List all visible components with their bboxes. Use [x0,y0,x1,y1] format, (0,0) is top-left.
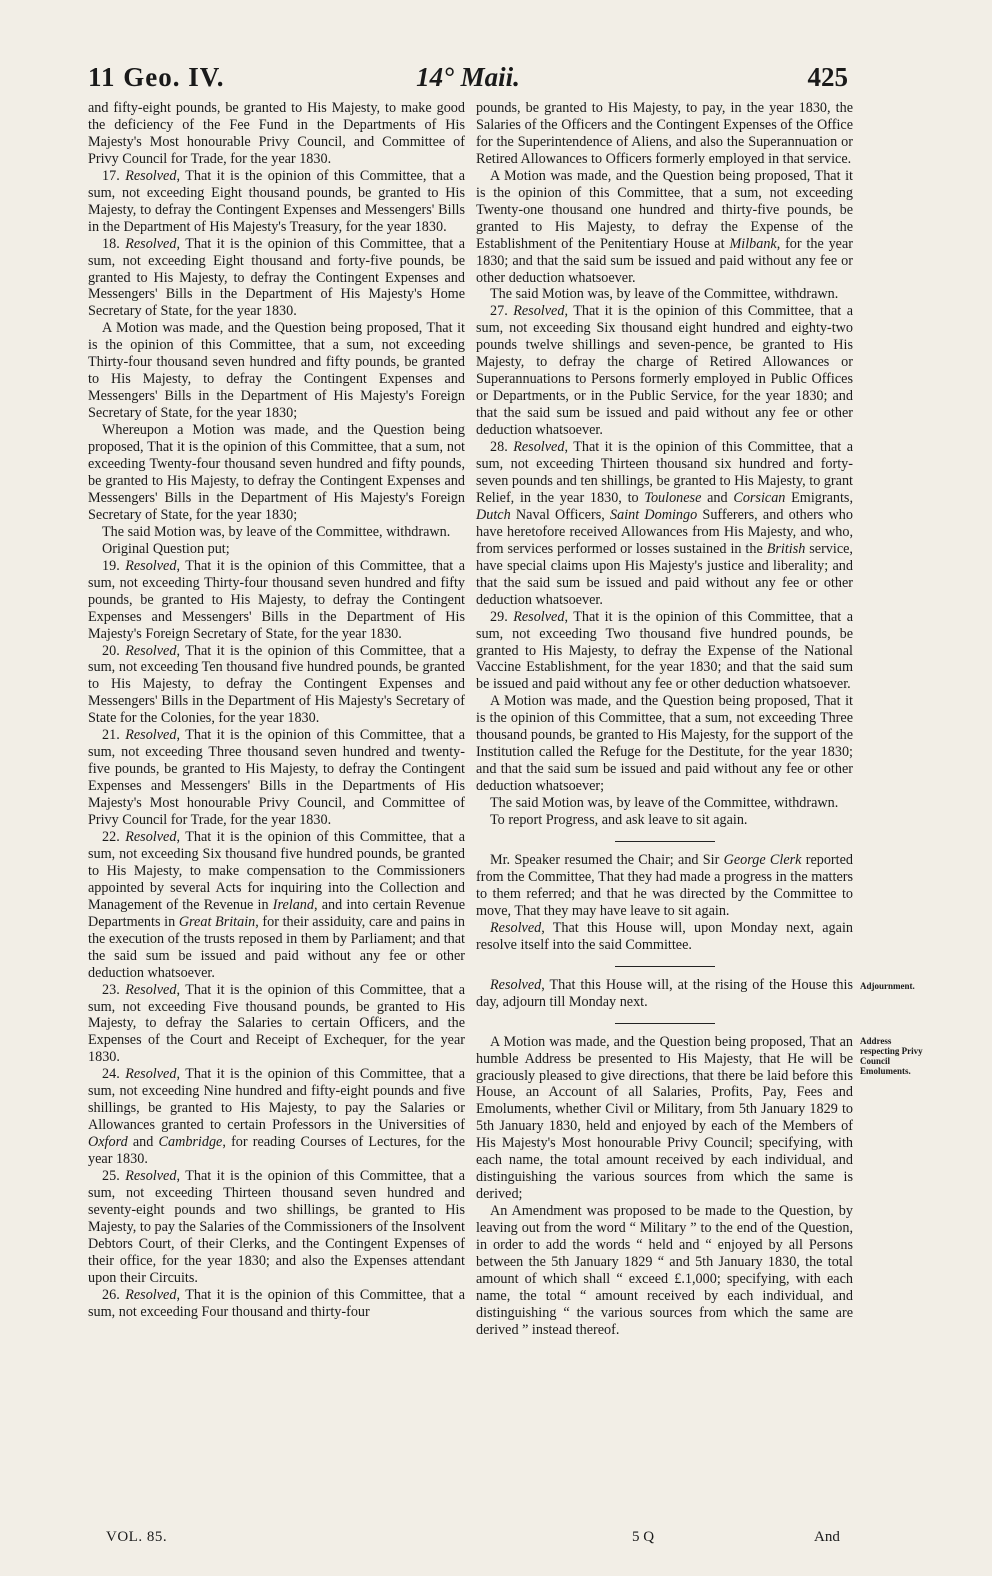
resolution-17: 17. Resolved, That it is the opinion of this Committee, that a sum, not exceeding Eight thousand pounds, be granted to His Majesty, to defray the Contingent Expenses and Messengers' Bills in the Department of His Majesty's Treasury, for the year 1830. [88,167,465,235]
section-divider [615,841,715,842]
withdrawn-note: The said Motion was, by leave of the Committee, withdrawn. [490,286,839,303]
resolution-adjournment: Resolved, That this House will, at the rising of the House this day, adjourn till Monday next. [476,976,853,1010]
date-heading: 14° Maii. [416,62,520,92]
resolution-20: 20. Resolved, That it is the opinion of this Committee, that a sum, not exceeding Ten thousand five hundred pounds, be granted to His Majesty, to defray the Contingent Expenses and Messengers' Bills in the Department of His Majesty's Secretary of State for the Colonies, for the year 1830. [88,642,465,727]
amendment-motion: Whereupon a Motion was made, and the Question being proposed, That it is the opinion of this Committee, that a sum, not exceeding Twenty-four thousand seven hundred and fifty pounds, be granted to His Majesty, to defray the Contingent Expenses and Messengers' Bills in the Department of His Majesty's Foreign Secretary of State, for the year 1830; [88,422,465,523]
left-column [88,100,465,1321]
running-header [88,62,848,98]
resolution-27: 27. Resolved, That it is the opinion of this Committee, that a sum, not exceeding Six thousand eight hundred and eighty-two pounds twelve shillings and seven-pence, be granted to His Majesty, to defray the charge of Retired Allowances or Superannuations to Persons formerly employed in Public Offices or Departments, or in the Public Service, for the year 1830; and that the said sum be issued and paid without any fee or other deduction whatsoever. [476,303,853,439]
motion-paragraph: A Motion was made, and the Question being proposed, That it is the opinion of this Committee, that a sum, not exceeding Twenty-one thousand one hundred and thirty-five pounds, be granted to His Majesty, to defray the Expense of the Establishment of the Penitentiary House at Milbank, for the year 1830; and that the said sum be issued and paid without any fee or other deduction whatsoever. [476,167,853,286]
address-motion: A Motion was made, and the Question being proposed, That an humble Address be presented to His Majesty, that He will be graciously pleased to give directions, that there be laid before this House, an Account of all Salaries, Profits, Pay, Fees and Emoluments, whether Civil or Military, from 5th January 1829 to 5th January 1830, held and enjoyed by each of the Members of His Majesty's Most honourable Privy Council; specifying, with each name, the total amount received by each individual, and distinguishing the various sources from which the same is derived; [476,1033,853,1203]
resolution-committee: Resolved, That this House will, upon Monday next, again resolve itself into the said Committee. [476,919,853,953]
signature-mark: 5 Q [632,1529,655,1545]
motion-paragraph: A Motion was made, and the Question being proposed, That it is the opinion of this Committee, that a sum, not exceeding Thirty-four thousand seven hundred and fifty pounds, be granted to His Majesty, to defray the Contingent Expenses and Messengers' Bills in the Department of His Majesty's Foreign Secretary of State, for the year 1830; [88,320,465,422]
margin-note-adjournment: Adjournment. [860,980,915,991]
motion-paragraph: A Motion was made, and the Question being proposed, That it is the opinion of this Committee, that a sum, not exceeding Three thousand pounds, be granted to His Majesty, for the support of the Institution called the Refuge for the Destitute, for the year 1830; and that the said sum be issued and paid without any fee or other deduction whatsoever; [476,693,853,795]
section-divider [615,1023,715,1024]
paragraph: and fifty-eight pounds, be granted to His Majesty, to make good the deficiency of the Fee Fund in the Departments of His Majesty's Most honourable Privy Council, and Committee of Privy Council for Trade, for the year 1830. [88,100,465,167]
resolution-21: 21. Resolved, That it is the opinion of this Committee, that a sum, not exceeding Three thousand seven hundred and twenty-five pounds, be granted to His Majesty, to defray the Contingent Expenses and Messengers' Bills in the Departments of His Majesty's Most honourable Privy Council, and Committee of Privy Council for Trade, for the year 1830. [88,727,465,829]
report-progress: To report Progress, and ask leave to sit again. [490,812,748,829]
resolution-28: 28. Resolved, That it is the opinion of this Committee, that a sum, not exceeding Thirteen thousand six hundred and forty-seven pounds and ten shillings, be granted to His Majesty, to grant Relief, in the year 1830, to Toulonese and Corsican Emigrants, Dutch Naval Officers, Saint Domingo Sufferers, and others who have heretofore received Allowances from His Majesty, and who, from services performed or losses sustained in the British service, have special claims upon His Majesty's justice and liberality; and that the said sum be issued and paid without any fee or other deduction whatsoever. [476,439,853,608]
resolution-24: 24. Resolved, That it is the opinion of this Committee, that a sum, not exceeding Nine hundred and fifty-eight pounds and five shillings, be granted to His Majesty, to pay the Salaries or Allowances granted to certain Professors in the Universities of Oxford and Cambridge, for reading Courses of Lectures, for the year 1830. [88,1066,465,1168]
resolution-25: 25. Resolved, That it is the opinion of this Committee, that a sum, not exceeding Thirteen thousand seven hundred and seventy-eight pounds and two shillings, be granted to His Majesty, to pay the Salaries of the Commissioners of the Insolvent Debtors Court, of their Clerks, and the Contingent Expenses of their office, for the year 1830; and also the Expenses attendant upon their Circuits. [88,1168,465,1286]
volume-number: VOL. 85. [106,1529,168,1545]
resolution-18: 18. Resolved, That it is the opinion of this Committee, that a sum, not exceeding Eight thousand and forty-five pounds, be granted to His Majesty, to defray the Contingent Expenses and Messengers' Bills in the Department of His Majesty's Home Secretary of State, for the year 1830. [88,235,465,320]
resolution-29: 29. Resolved, That it is the opinion of this Committee, that a sum, not exceeding Two thousand five hundred pounds, be granted to His Majesty, to defray the Expense of the National Vaccine Establishment, for the year 1830; and that the said sum be issued and paid without any fee or other deduction whatsoever. [476,608,853,693]
question-put: Original Question put; [102,540,230,557]
regnal-year: 11 Geo. IV. [88,62,225,92]
right-column [476,100,853,1339]
speaker-resumed: Mr. Speaker resumed the Chair; and Sir George Clerk reported from the Committee, That they had made a progress in the matters to them referred; and that he was directed by the Committee to move, That they may have leave to sit again. [476,851,853,919]
resolution-26: 26. Resolved, That it is the opinion of this Committee, that a sum, not exceeding Four thousand and thirty-four [88,1286,465,1320]
withdrawn-note: The said Motion was, by leave of the Committee, withdrawn. [102,523,451,540]
resolution-22: 22. Resolved, That it is the opinion of this Committee, that a sum, not exceeding Six thousand five hundred pounds, be granted to His Majesty, to make compensation to the Commissioners appointed by several Acts for inquiring into the Collection and Management of the Revenue in Ireland, and into certain Revenue Departments in Great Britain, for their assiduity, care and pains in the execution of the trusts reposed in them by Parliament; and that the said sum be issued and paid without any fee or other deduction whatsoever. [88,828,465,981]
resolution-19: 19. Resolved, That it is the opinion of this Committee, that a sum, not exceeding Thirty-four thousand seven hundred and fifty pounds, be granted to His Majesty, to defray the Contingent Expenses and Messengers' Bills in the Department of His Majesty's Foreign Secretary of State, for the year 1830. [88,557,465,642]
margin-note-address: Address respecting Privy Council Emoluments. [860,1035,923,1076]
paragraph: pounds, be granted to His Majesty, to pay, in the year 1830, the Salaries of the Officers and the Contingent Expenses of the Office for the Superintendence of Aliens, and also the Superannuation or Retired Allowances to Officers formerly employed in that service. [476,100,853,167]
withdrawn-note: The said Motion was, by leave of the Committee, withdrawn. [490,795,839,812]
catchword: And [814,1529,840,1545]
amendment-paragraph: An Amendment was proposed to be made to the Question, by leaving out from the word “ Military ” to the end of the Question, in order to add the words “ held and “ enjoyed by all Persons between the 5th January 1829 “ and 5th January 1830, the total amount of which shall “ exceed £.1,000; specifying, with each name, the total “ amount received by each individual, and distinguishing “ the various sources from which the same are derived ” instead thereof. [476,1203,853,1338]
page-number: 425 [807,62,848,92]
resolution-23: 23. Resolved, That it is the opinion of this Committee, that a sum, not exceeding Five thousand pounds, be granted to His Majesty, to defray the Salaries to certain Officers, and the Expenses of the Court and Receipt of Exchequer, for the year 1830. [88,981,465,1066]
section-divider [615,966,715,967]
